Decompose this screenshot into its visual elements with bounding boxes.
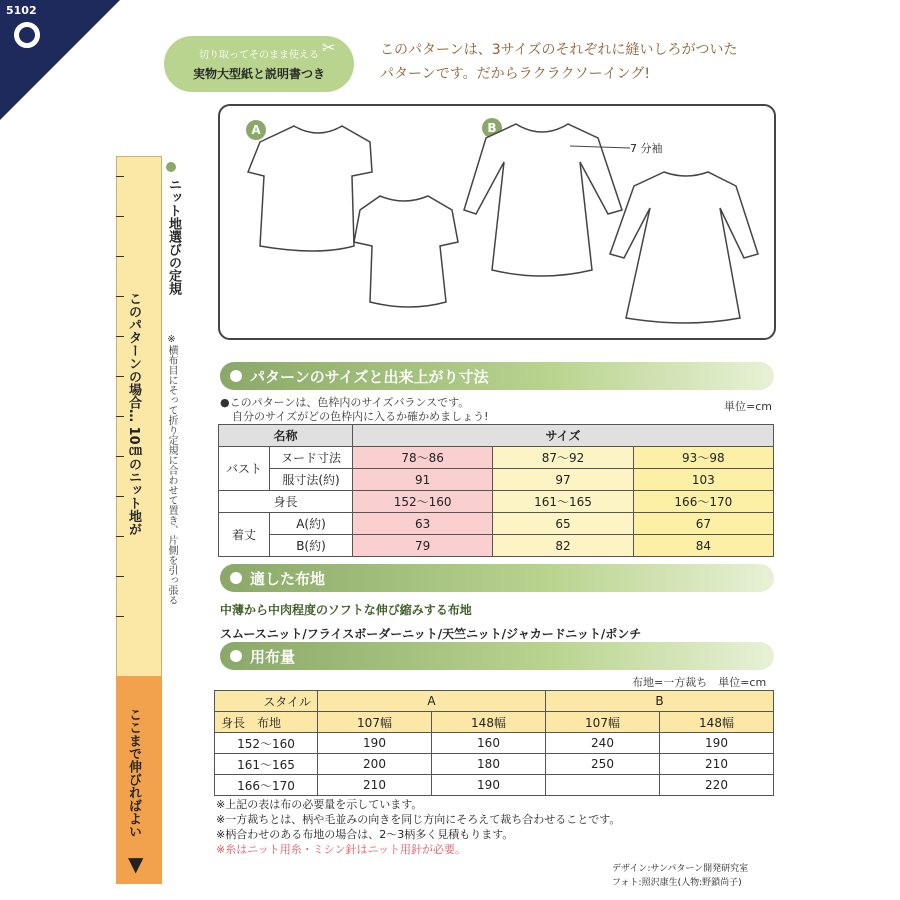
- ruler-note: ※横布目にそって折り定規に合わせて置き、片側を引っ張る: [166, 334, 177, 605]
- sleeve-note: 7 分袖: [630, 142, 663, 155]
- cell: 161〜165: [493, 491, 633, 513]
- row-la: A(約): [270, 513, 353, 535]
- ruler-bottom-text: ここまで伸びればよい: [126, 708, 141, 838]
- cell: [546, 775, 660, 796]
- dress-a-back-icon: [354, 196, 458, 307]
- cell: 161〜165: [215, 754, 318, 775]
- row-bust: バスト: [219, 447, 270, 491]
- cell: 166〜170: [633, 491, 773, 513]
- cell: 210: [318, 775, 432, 796]
- dress-b-back-icon: [610, 172, 758, 323]
- garment-drawings: [220, 106, 774, 338]
- footnote-2: ※一方裁ちとは、柄や毛並みの向きを同じ方向にそろえて裁ち合わせることです。: [216, 813, 621, 826]
- size-note1: ●このパターンは、色枠内のサイズバランスです。: [220, 396, 470, 409]
- style-b-label: B: [482, 118, 502, 138]
- th-name: 名称: [219, 425, 353, 447]
- cell: 160: [432, 733, 546, 754]
- table-row: [219, 469, 774, 491]
- cell: 190: [432, 775, 546, 796]
- th-width: 148幅: [432, 712, 546, 733]
- section-size-header: [220, 362, 774, 390]
- rule-title-dot: [166, 162, 176, 172]
- fabric-text: [220, 598, 641, 646]
- table-row: [219, 513, 774, 535]
- row-garment: 服寸法(約): [270, 469, 353, 491]
- cell: 93〜98: [633, 447, 773, 469]
- ruler-subtitle: このパターンの場合… 10㎝のニット地が: [126, 292, 141, 536]
- th-a: A: [318, 691, 546, 712]
- th-height-fabric: [215, 712, 318, 733]
- cell: 210: [660, 754, 774, 775]
- cell: 250: [546, 754, 660, 775]
- cell: 97: [493, 469, 633, 491]
- size-unit: 単位=cm: [724, 400, 772, 413]
- pattern-code: 5102: [6, 4, 37, 17]
- th-size: サイズ: [353, 425, 774, 447]
- cell: 152〜160: [215, 733, 318, 754]
- headline: [380, 38, 800, 86]
- cell: 166〜170: [215, 775, 318, 796]
- th-style: スタイル: [215, 691, 318, 712]
- cell: 190: [318, 733, 432, 754]
- size-table: [218, 424, 774, 557]
- section-fabric-header: [220, 564, 774, 592]
- cell: 87〜92: [493, 447, 633, 469]
- badge-line1: 切り取ってそのまま使える: [199, 50, 319, 61]
- ruler-title: ニット地選びの定規: [166, 178, 181, 295]
- fabric-line1: 中薄から中肉程度のソフトな伸び縮みする布地: [220, 603, 472, 617]
- row-length: 着丈: [219, 513, 270, 557]
- cell: 82: [493, 535, 633, 557]
- row-nude: ヌード寸法: [270, 447, 353, 469]
- size-note2: 自分のサイズがどの色枠内に入るか確かめましょう!: [232, 410, 489, 423]
- headline-line2: パターンです。だからラクラクソーイング!: [380, 66, 650, 82]
- credit-design: デザイン:サンパターン開発研究室: [612, 864, 749, 874]
- cell: 220: [660, 775, 774, 796]
- cell: 91: [353, 469, 493, 491]
- table-row: [215, 754, 774, 775]
- yardage-unit: 布地=一方裁ち 単位=cm: [632, 676, 767, 689]
- table-row: [215, 775, 774, 796]
- footnotes: [216, 797, 620, 857]
- footnote-4: ※糸はニット用糸・ミシン針はニット用針が必要。: [216, 843, 467, 856]
- footnote-3: ※柄合わせのある布地の場合は、2〜3柄多く見積もります。: [216, 828, 514, 841]
- scissors-icon: ✂: [322, 38, 336, 57]
- credit-photo: フォト:照沢康生(人物:野鎖尚子): [612, 878, 742, 888]
- th-fabric: 布地: [257, 715, 282, 730]
- section-yardage-title: 用布量: [250, 648, 296, 666]
- table-row: [219, 447, 774, 469]
- th-width: 107幅: [546, 712, 660, 733]
- credits: [612, 862, 748, 890]
- cell: 65: [493, 513, 633, 535]
- corner-badge: [0, 0, 120, 120]
- headline-line1: このパターンは、3サイズのそれぞれに縫いしろがついた: [380, 42, 738, 58]
- cell: 84: [633, 535, 773, 557]
- fabric-line2: スムースニット/フライスボーダーニット/天竺ニット/ジャカードニット/ポンチ: [220, 627, 642, 641]
- th-width: 107幅: [318, 712, 432, 733]
- cell: 190: [660, 733, 774, 754]
- section-size-title: パターンのサイズと出来上がり寸法: [250, 368, 489, 386]
- cell: 200: [318, 754, 432, 775]
- cell: 103: [633, 469, 773, 491]
- arrow-down-icon: ▼: [128, 852, 144, 876]
- table-row: [219, 535, 774, 557]
- cell: 78〜86: [353, 447, 493, 469]
- table-row: [215, 733, 774, 754]
- cell: 79: [353, 535, 493, 557]
- brand-logo-icon: [14, 22, 40, 48]
- cell: 180: [432, 754, 546, 775]
- th-width: 148幅: [660, 712, 774, 733]
- row-height: 身長: [219, 491, 353, 513]
- section-fabric-title: 適した布地: [250, 570, 326, 588]
- cell: 67: [633, 513, 773, 535]
- cell: 63: [353, 513, 493, 535]
- badge-line2: 実物大型紙と説明書つき: [192, 67, 325, 81]
- footnote-1: ※上記の表は布の必要量を示しています。: [216, 798, 423, 811]
- garment-illustration: [218, 104, 776, 340]
- cell: 152〜160: [353, 491, 493, 513]
- cell: 240: [546, 733, 660, 754]
- style-a-label: A: [246, 120, 266, 140]
- section-yardage-header: [220, 642, 774, 670]
- yardage-table: [214, 690, 774, 796]
- th-height: 身長: [221, 715, 246, 730]
- table-row: [219, 491, 774, 513]
- dress-a-front-icon: [248, 126, 372, 251]
- th-b: B: [546, 691, 774, 712]
- row-lb: B(約): [270, 535, 353, 557]
